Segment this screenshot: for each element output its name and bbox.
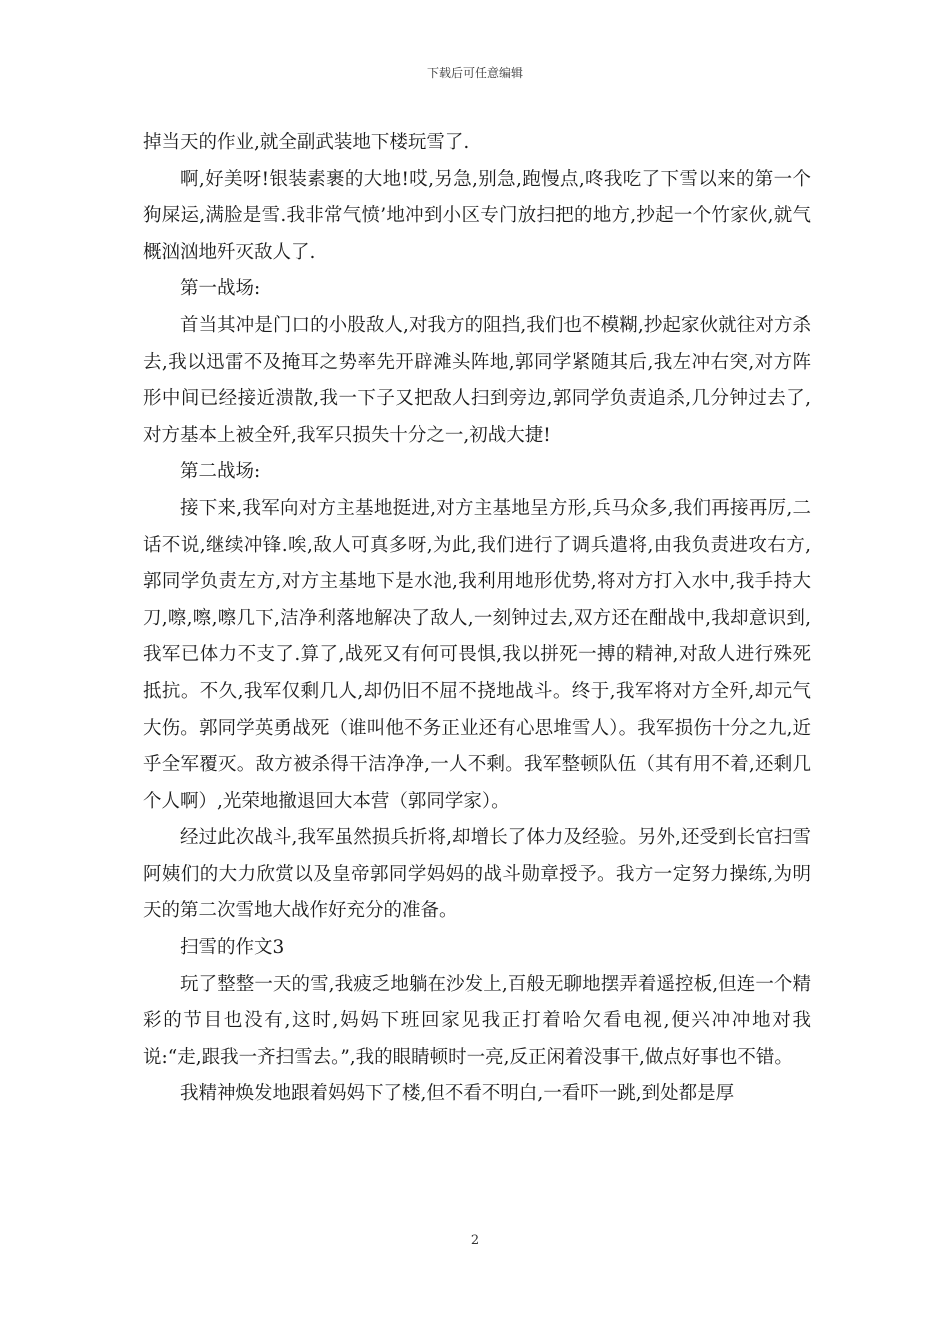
paragraph: 经过此次战斗,我军虽然损兵折将,却增长了体力及经验。另外,还受到长官扫雪阿姨们的大力欣赏以及皇帝郭同学妈妈的战斗勋章授予。我方一定努力操练,为明天的第二次雪地大战作好充分的准备。: [143, 827, 811, 922]
paragraph: 首当其冲是门口的小股敌人,对我方的阻挡,我们也不模糊,抄起家伙就往对方杀去,我以迅雷不及掩耳之势率先开辟滩头阵地,郭同学紧随其后,我左冲右突,对方阵形中间已经接近溃散,我一下子又把敌人扫到旁边,郭同学负责追杀,几分钟过去了,对方基本上被全歼,我军只损失十分之一,初战大捷!: [143, 314, 811, 446]
paragraph: 啊,好美呀!银装素裹的大地!哎,另急,别急,跑慢点,咚我吃了下雪以来的第一个狗屎运,满脸是雪.我非常气愤’地冲到小区专门放扫把的地方,抄起一个竹家伙,就气概汹汹地歼灭敌人了.: [143, 168, 811, 263]
paragraph-continuation: 掉当天的作业,就全副武装地下楼玩雪了.: [143, 132, 470, 153]
paragraph: 我精神焕发地跟着妈妈下了楼,但不看不明白,一看吓一跳,到处都是厚: [180, 1083, 735, 1105]
paragraph: 接下来,我军向对方主基地挺进,对方主基地呈方形,兵马众多,我们再接再厉,二话不说,继续冲锋.唉,敌人可真多呀,为此,我们进行了调兵遣将,由我负责进攻右方,郭同学负责左方,对方主基地下是水池,我利用地形优势,将对方打入水中,我手持大刀,嚓,嚓,嚓几下,洁净利落地解决了敌人,一刻钟过去,双方还在酣战中,我却意识到,我军已体力不支了.算了,战死又有何可畏惧,我以拼死一搏的精神,对敌人进行殊死抵抗。不久,我军仅剩几人,却仍旧不屈不挠地战斗。终于,我军将对方全歼,却元气大伤。郭同学英勇战死（谁叫他不务正业还有心思堆雪人）。我军损伤十分之九,近乎全军覆灭。敌方被杀得干洁净净,一人不剩。我军整顿队伍（其有用不着,还剩几个人啊）,光荣地撤退回大本营（郭同学家）。: [143, 497, 811, 812]
paragraph: 玩了整整一天的雪,我疲乏地躺在沙发上,百般无聊地摆弄着遥控板,但连一个精彩的节目也没有,这时,妈妈下班回家见我正打着哈欠看电视,便兴冲冲地对我说:“走,跟我一齐扫雪去。”,我的眼睛顿时一亮,反正闲着没事干,做点好事也不错。: [143, 973, 811, 1068]
section-heading-first-battlefield: 第一战场:: [180, 278, 261, 300]
section-heading-second-battlefield: 第二战场:: [180, 461, 261, 483]
document-body: [143, 125, 811, 1113]
page-header: 下载后可任意编辑: [426, 66, 523, 80]
page-number: 2: [470, 1233, 480, 1248]
essay-title: 扫雪的作文3: [180, 937, 285, 959]
